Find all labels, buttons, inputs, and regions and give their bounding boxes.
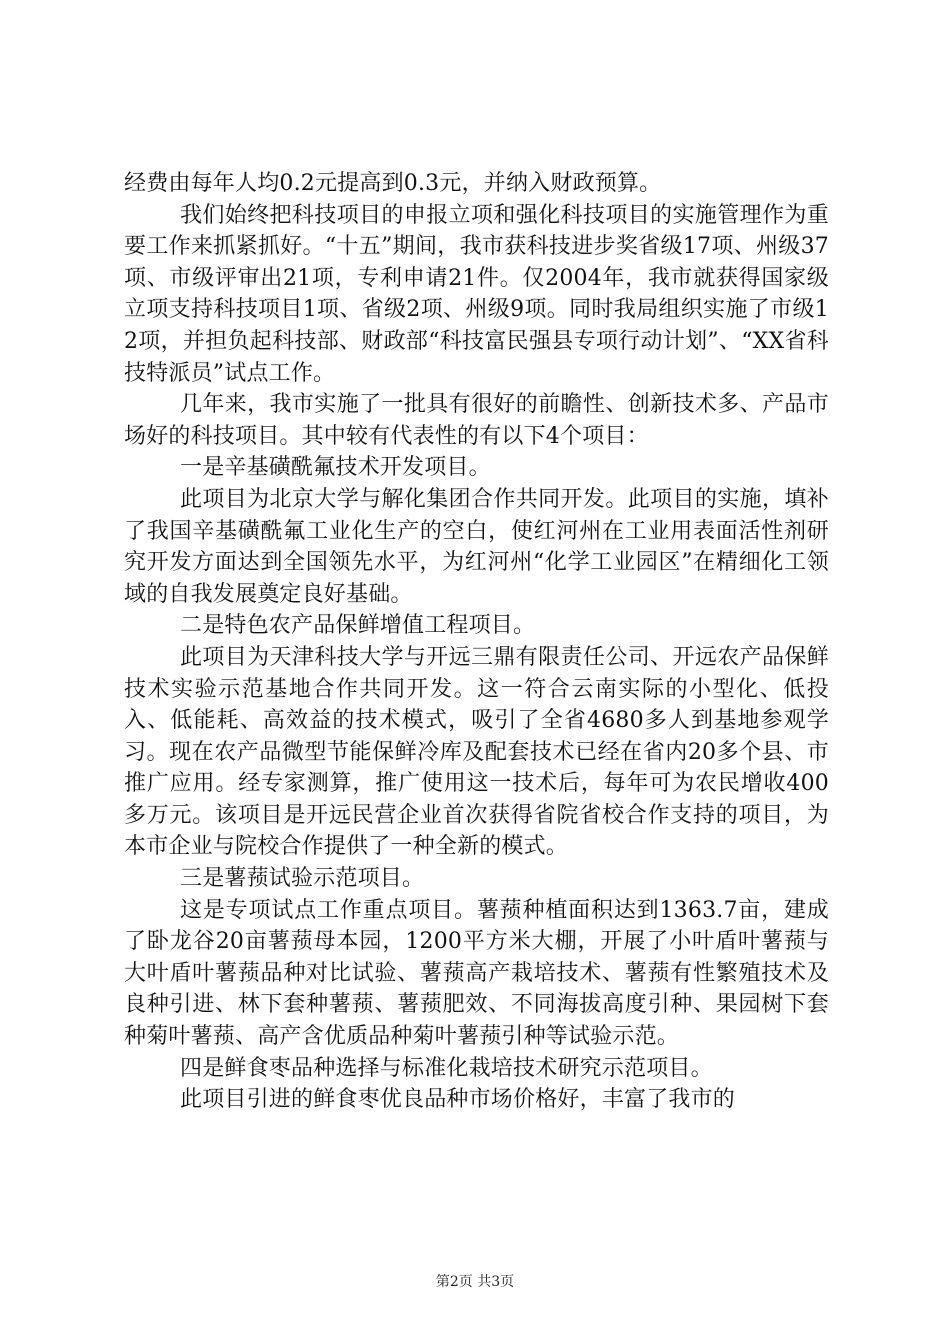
page-footer [0, 1272, 950, 1292]
project-heading-4: 四是鲜食枣品种选择与标准化栽培技术研究示范项目。 [180, 1055, 713, 1081]
project-heading-2: 二是特色农产品保鲜增值工程项目。 [180, 613, 536, 639]
paragraph-2: 我们始终把科技项目的申报立项和强化科技项目的实施管理作为重要工作来抓紧抓好。“十五”期间，我市获科技进步奖省级17项、州级37项、市级评审出21项，专利申请21件。仅2004年，我市就获得国家级立项支持科技项目1项、省级2项、州级9项。同时我局组织实施了市级12项，并担负起科技部、财政部“科技富民强县专项行动计划”、“XX省科技特派员”试点工作。 [124, 202, 829, 386]
paragraph-11: 此项目引进的鲜食枣优良品种市场价格好，丰富了我市的 [180, 1087, 736, 1113]
paragraph-3: 几年来，我市实施了一批具有很好的前瞻性、创新技术多、产品市场好的科技项目。其中较有代表性的有以下4个项目： [124, 392, 829, 449]
body-text [124, 168, 829, 1116]
project-heading-1: 一是辛基磺酰氟技术开发项目。 [180, 455, 491, 481]
paragraph-1: 经费由每年人均0.2元提高到0.3元，并纳入财政预算。 [124, 171, 662, 196]
paragraph-7: 此项目为天津科技大学与开远三鼎有限责任公司、开远农产品保鲜技术实验示范基地合作共同开发。这一符合云南实际的小型化、低投入、低能耗、高效益的技术模式，吸引了全省4680多人到基地参观学习。现在农产品微型节能保鲜冷库及配套技术已经在省内20多个县、市推广应用。经专家测算，推广使用这一技术后，每年可为农民增收400多万元。该项目是开远民营企业首次获得省院省校合作支持的项目，为本市企业与院校合作提供了一种全新的模式。 [124, 644, 829, 860]
project-heading-3: 三是薯蓣试验示范项目。 [180, 866, 425, 892]
paragraph-5: 此项目为北京大学与解化集团合作共同开发。此项目的实施，填补了我国辛基磺酰氟工业化生产的空白，使红河州在工业用表面活性剂研究开发方面达到全国领先水平，为红河州“化学工业园区”在精细化工领域的自我发展奠定良好基础。 [124, 486, 829, 607]
page-number-label: 第2页 共3页 [435, 1274, 515, 1290]
paragraph-9: 这是专项试点工作重点项目。薯蓣种植面积达到1363.7亩，建成了卧龙谷20亩薯蓣母本园，1200平方米大棚，开展了小叶盾叶薯蓣与大叶盾叶薯蓣品种对比试验、薯蓣高产栽培技术、薯蓣有性繁殖技术及良种引进、林下套种薯蓣、薯蓣肥效、不同海拔高度引种、果园树下套种菊叶薯蓣、高产含优质品种菊叶薯蓣引种等试验示范。 [124, 897, 829, 1050]
